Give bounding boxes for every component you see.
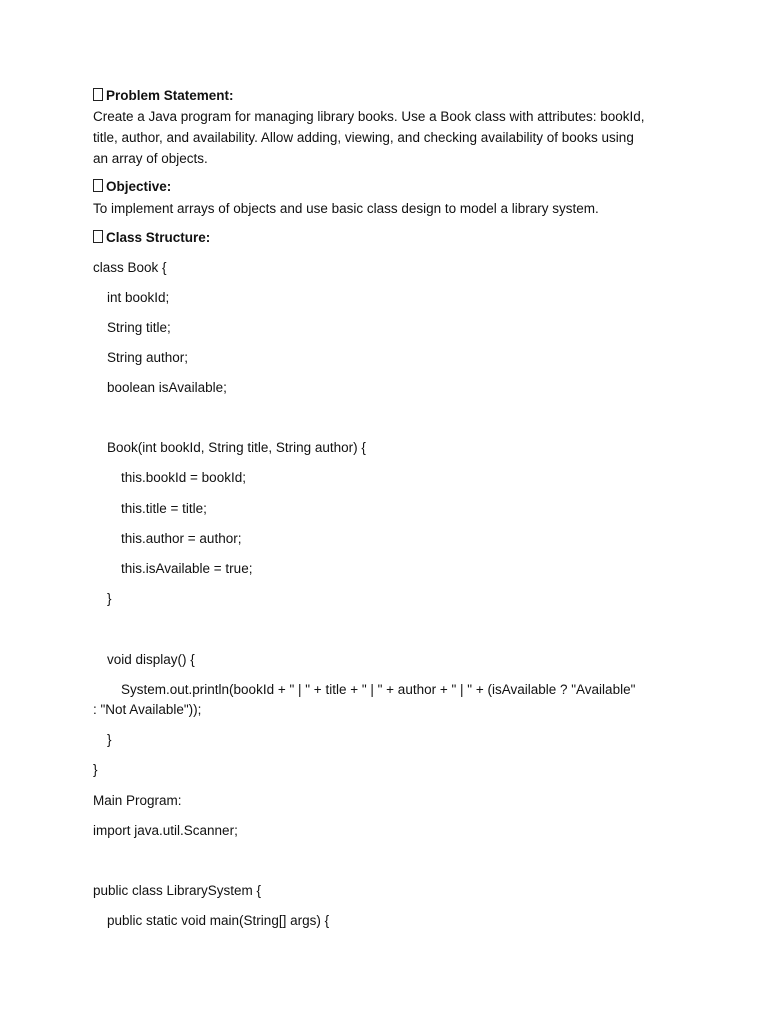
box-glyph-icon <box>93 179 103 192</box>
code-line: String title; <box>107 320 171 335</box>
problem-line-2: title, author, and availability. Allow adding, viewing, and checking availability of books using <box>93 130 634 145</box>
code-line: System.out.println(bookId + " | " + title + " | " + author + " | " + (isAvailable ? "Available" <box>121 682 636 697</box>
code-line: Book(int bookId, String title, String author) { <box>107 440 366 455</box>
box-glyph-icon <box>93 88 103 101</box>
box-glyph-icon <box>93 230 103 243</box>
code-line: } <box>107 591 112 606</box>
code-line: import java.util.Scanner; <box>93 823 238 838</box>
problem-line-1: Create a Java program for managing library books. Use a Book class with attributes: bookId, <box>93 109 645 124</box>
code-line: String author; <box>107 350 189 365</box>
problem-statement-heading <box>93 87 234 105</box>
code-line: this.title = title; <box>121 501 207 516</box>
objective-title: Objective: <box>106 179 172 194</box>
code-line: } <box>107 732 112 747</box>
code-line: this.isAvailable = true; <box>121 561 253 576</box>
objective-heading <box>93 178 171 196</box>
objective-line-1: To implement arrays of objects and use basic class design to model a library system. <box>93 201 599 216</box>
problem-statement-title: Problem Statement: <box>106 88 234 103</box>
code-line: } <box>93 762 98 777</box>
code-line: : "Not Available")); <box>93 702 202 717</box>
class-structure-heading <box>93 229 210 247</box>
code-line: boolean isAvailable; <box>107 380 227 395</box>
code-line: this.bookId = bookId; <box>121 470 246 485</box>
problem-line-3: an array of objects. <box>93 151 208 166</box>
class-structure-title: Class Structure: <box>106 230 211 245</box>
code-line: int bookId; <box>107 290 170 305</box>
code-line: this.author = author; <box>121 531 242 546</box>
code-line: class Book { <box>93 260 167 275</box>
main-program-label: Main Program: <box>93 793 182 808</box>
code-line: public static void main(String[] args) { <box>107 913 330 928</box>
code-line: public class LibrarySystem { <box>93 883 262 898</box>
code-line: void display() { <box>107 652 195 667</box>
